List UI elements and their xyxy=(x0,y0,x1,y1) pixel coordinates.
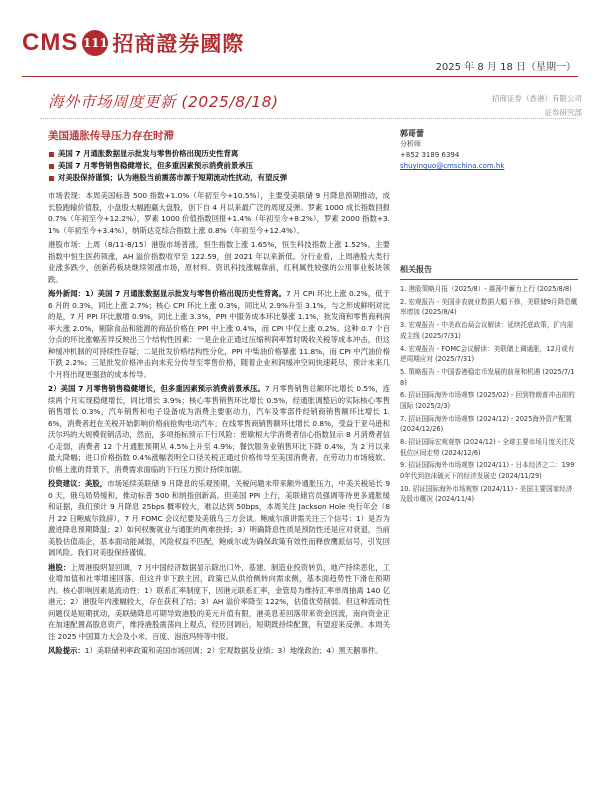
analyst-email-link[interactable]: shuyinguo@cmschina.com.hk xyxy=(400,162,505,170)
strategy-lead: 投资建议：美股， xyxy=(48,479,108,488)
sidebar xyxy=(400,128,578,507)
issuer-info xyxy=(452,92,582,120)
key-point: 对美股保持谨慎；认为港股当前震荡市源于短期流动性扰动，有望反弹 xyxy=(48,172,390,184)
retail-sales-lead: 2）美国 7 月零售销售稳健增长，但多重因素预示消费前景承压。 xyxy=(48,384,265,393)
related-report-item[interactable]: 8. 招证国际宏观观察 (2024/12) - 全球主要市场月度关注及低位区间走势 (2024/12/6) xyxy=(400,438,575,457)
related-reports-list xyxy=(400,284,578,505)
company-logo xyxy=(22,28,244,58)
overseas-news-paragraph xyxy=(48,288,390,380)
key-point: 美国 7 月通胀数据显示批发与零售价格出现历史性背离 xyxy=(48,148,390,160)
analyst-name: 郭哥蕾 xyxy=(400,129,424,138)
risk-lead: 风险提示： xyxy=(48,646,85,655)
header-divider xyxy=(22,76,578,77)
related-report-item[interactable]: 6. 招证国际海外市场观察 (2025/02) - 回到特朗普冲击前的国际 (2025/2/3) xyxy=(400,391,575,410)
hk-strategy-body: 上周港股明显回调，7 月中国经济数据显示除出口外，基建、制造业投资转负，地产持续恶化，工业增加值和社零增速回落，但这并非下跌主因，政策已从供给侧转向需求侧，基本面趋势性下滑在预期内。核心影响因素是流动性：1）联系汇率制度下，因港元联系汇率，金管局为维持汇率单周抽离 140 亿港元；2）港股年内涨幅较大，存在获利了结；3）AH 溢价率降至 122%，估值优势削弱。但这种流动性问题仅是短期扰动，美联储降息可期导致港股的美元升值有限，港美息差回落带来资金回流，南向资金正在加速配置高股息资产，维持港股震荡向上观点，经历回调后，短期既持续配置，有望迎来反弹。本周关注 2025 中国算力大会及小米、百度、泡泡玛特等中报。 xyxy=(48,562,390,641)
issuer-company: 招商证券（香港）有限公司 xyxy=(492,94,582,103)
market-performance-paragraph: 市场表现：本周美国标普 500 指数+1.0%（年初至今+10.5%），主要受美联储 9 月降息预期推动，成长股跑输价值股，小盘股大幅跑赢大盘股，创下自 4 月以来最广泛的周度反弹。罗素 1000 成长指数回报 0.7%（年初至今+12.2%），罗素 1000 价值指数回报+1.4%（年初至今+8.2%），罗素 2000 指数+3.1%（年初至今+3.4%），纳斯达克综合指数上涨 0.8%（年初至今+12.4%）。 xyxy=(48,191,390,235)
report-subtitle: 美国通胀传导压力存在时滞 xyxy=(48,130,174,142)
retail-sales-paragraph xyxy=(48,383,390,475)
retail-sales-body: 7 月零售销售总额环比增长 0.5%，连续两个月实现稳健增长，同比增长 3.9%；核心零售销售环比增长 0.5%，经通胀调整后的实际核心零售销售增长 0.3%，汽车销售和电子设备成为消费主要驱动力，汽车及零部件经销商销售额环比增长 1.6%，消费者赶在关税开始影响价格前抢购电动汽车；在线零售商销售额环比增长 0.8%，受益于亚马逊和沃尔玛的大规模促销活动，然而，多项指标预示下行风险：密歇根大学消费者信心指数显示 8 月消费者信心走弱，消费者 12 个月通胀预期从 4.5%上升至 4.9%；餐饮服务业销售环比下降 0.4%，为 2 月以来最大降幅；进口价格指数 0.4%涨幅表明全口径关税正通过价格传导至美国消费者。在劳动力市场疲软、价格上涨的背景下，消费需求面临的下行压力预计持续加剧。 xyxy=(48,384,390,474)
report-date: 2025 年 8 月 18 日（星期一） xyxy=(435,62,576,73)
related-report-item[interactable]: 10. 招证国际海外市场观察 (2024/11) - 美国主要国家经济及股市概况 (2024/11/4) xyxy=(400,484,573,504)
logo-chinese-name: 招商證券國際 xyxy=(112,31,245,56)
related-reports-heading: 相关报告 xyxy=(400,264,578,280)
analyst-role: 分析师 xyxy=(400,140,421,148)
related-report-item[interactable]: 4. 宏观报告 - FOMC会议解读：美联储上调通胀，12月或有逆周期应对 (2025/7/31) xyxy=(400,344,575,364)
strategy-paragraph xyxy=(48,478,390,559)
related-report-item[interactable]: 3. 宏观报告 - 中美政治局会议解读：延续托底政策，扩内需成主线 (2025/7/31) xyxy=(400,321,574,340)
related-report-item[interactable]: 2. 宏观报告 - 美国非农就业数据大幅下修，美联储9月降息概率增加 (2025/8/4) xyxy=(400,297,578,317)
issuer-department: 证券研究部 xyxy=(544,108,582,117)
logo-cms-text: CMS xyxy=(22,29,79,56)
key-points xyxy=(48,148,390,184)
title-divider xyxy=(40,118,578,119)
related-report-item[interactable]: 7. 招证国际海外市场观察 (2024/12) - 2025海外资产配置 (2024/12/26) xyxy=(400,414,572,434)
related-report-item[interactable]: 1. 港股策略月报（2025/8）- 震荡中蓄力上行 (2025/8/8) xyxy=(400,285,572,293)
strategy-body: 市场延续美联储 9 月降息的乐观预期，关税问题未带来额外通胀压力，中美关税延长 90 天，俄乌局势缓和，推动标普 500 和纳指创新高。但美国 PPI 上行，美联储官员强调等待更多通胀缓和证据，我们预计 9 月降息 25bps 概率较大，难以达到 50bps，本周关注 Jackson Hole 央行年会（8 月 22 日鲍威尔致辞），7 月 FOMC 会议纪要及美俄乌三方会谈。鲍威尔演讲需关注三个信号：1）是否为激进降息预期降温；2）如何权衡就业与通胀的两难抉择；3）明确降息性质是预防性还是应对衰退，当前美股估值高企，基本面动能减弱，风险权益不匹配，鲍威尔或为确保政策有效性而释放鹰派信号，引发回调风险。我们对美股保持谨慎。 xyxy=(48,479,390,557)
related-report-item[interactable]: 5. 策略报告 - 中国香港稳定币发展的前景和机遇 (2025/7/18) xyxy=(400,367,575,387)
hk-strategy-lead: 港股： xyxy=(48,562,71,572)
overseas-news-lead: 海外新闻：1）美国 7 月通胀数据显示批发与零售价格出现历史性背离。 xyxy=(48,289,286,298)
report-title: 海外市场周度更新 (2025/8/18) xyxy=(48,93,279,111)
logo-mark-icon: 111 xyxy=(82,30,108,56)
hk-strategy-paragraph xyxy=(48,562,390,643)
key-point: 美国 7 月零售销售稳健增长，但多重因素预示消费前景承压 xyxy=(48,160,390,172)
risk-body: 1）美联储利率政策和美国市场回调；2）宏观数据及业绩；3）地缘政治；4）黑天鹅事件。 xyxy=(84,646,383,655)
risk-paragraph xyxy=(48,645,390,657)
related-report-item[interactable]: 9. 招证国际海外市场观察 (2024/11) - 日本经济之二：1990年代到泡沫破灭下的经济发展史 (2024/11/29) xyxy=(400,461,575,480)
main-content xyxy=(48,128,390,660)
overseas-news-body: 7 月 CPI 环比上涨 0.2%，低于 6 月的 0.3%，同比上涨 2.7%；核心 CPI 环比上涨 0.3%，同比从 2.9%升至 3.1%，与之形成鲜明对比的是，7 月 PPI 环比激增 0.9%，同比上涨 3.3%，PPI 中服务成本环比暴涨 1.1%，批发商和零售商利润率大涨 2.0%，剔除食品和能源的商品价格在 PPI 中上涨 0.4%，而 CPI 中仅上涨 0.2%。这种 0.7 个百分点的环比涨幅差异反映出三个结构性因素：一是企业正通过压缩利润率暂时吸收关税等成本冲击，但这种缓冲机制的可持续性存疑；二是批发价格结构性分化，PPI 中柴油价格暴涨 11.8%，而 CPI 中汽油价格下跌 2.2%；三是批发价格冲击向未充分传导至零售价格，随着企业利润缓冲空间快速耗尽，预计未来几个月将出现更强劲的成本传导。 xyxy=(48,289,390,379)
analyst-phone: +852 3189 6394 xyxy=(400,151,460,159)
hk-market-paragraph: 港股市场：上周（8/11-8/15）港股市场普涨，恒生指数上涨 1.65%，恒生科技指数上涨 1.52%。主要指数中恒生医药领涨，AH 溢价指数收窄至 122.59，创 2021 年以来新低。分行业看，上周港股大类行业涨多跌少，创新药板块继续领涨市场，原材料、资讯科技涨幅靠前，红利属性较强的公用事业板块领跌。 xyxy=(48,240,390,284)
